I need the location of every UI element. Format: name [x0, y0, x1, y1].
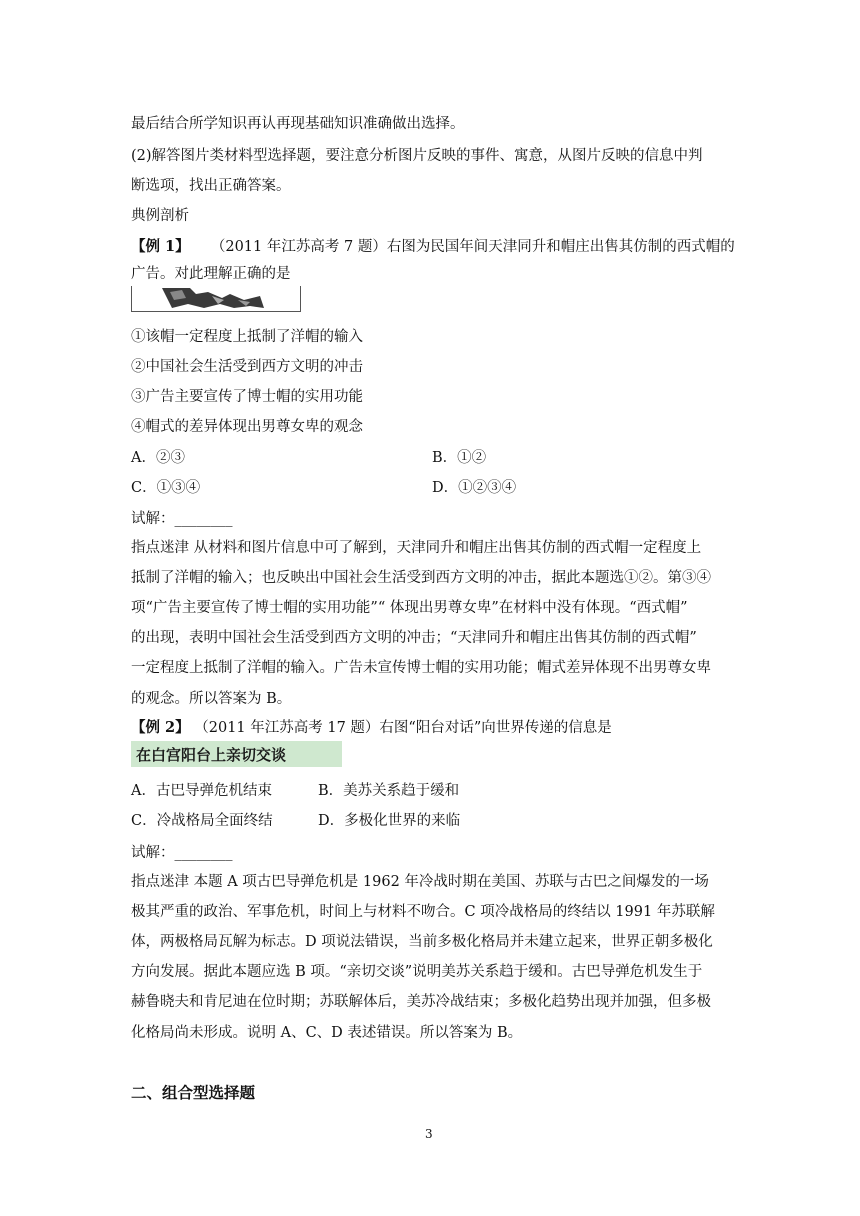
option-d: D．①②③④	[432, 480, 517, 496]
explanation-2: 指点迷津 本题 A 项古巴导弹危机是 1962 年冷战时期在美国、苏联与古巴之间爆发的一场	[131, 874, 709, 890]
text-line: 最后结合所学知识再认再现基础知识准确做出选择。	[131, 116, 465, 132]
hat-illustration-icon	[160, 286, 270, 310]
explanation-2: 极其严重的政治、军事危机，时间上与材料不吻合。C 项冷战格局的终结以 1991 年苏联解	[131, 904, 715, 920]
example-2-question: （2011 年江苏高考 17 题）右图“阳台对话”向世界传递的信息是	[194, 720, 612, 736]
statement-1: ①该帽一定程度上抵制了洋帽的输入	[131, 329, 363, 345]
statement-2: ②中国社会生活受到西方文明的冲击	[131, 359, 363, 375]
statement-3: ③广告主要宣传了博士帽的实用功能	[131, 389, 363, 405]
section-heading: 二、组合型选择题	[131, 1083, 256, 1102]
statement-4: ④帽式的差异体现出男尊女卑的观念	[131, 419, 363, 435]
option-b: B．美苏关系趋于缓和	[318, 783, 460, 799]
example-1-header	[131, 237, 735, 257]
example-1-question: （2011 年江苏高考 7 题）右图为民国年间天津同升和帽庄出售其仿制的西式帽的	[210, 239, 735, 255]
option-a: A．古巴导弹危机结束	[131, 783, 272, 799]
explanation-2: 体，两极格局瓦解为标志。D 项说法错误，当前多极化格局并未建立起来，世界正朝多极化	[131, 934, 713, 950]
balcony-photo-caption	[131, 741, 342, 767]
example-1-tag: 【例 1】	[131, 238, 190, 255]
explanation-2: 化格局尚未形成。说明 A、C、D 表述错误。所以答案为 B。	[131, 1025, 523, 1041]
try-answer-1: 试解：________	[131, 511, 233, 527]
explanation-2: 方向发展。据此本题应选 B 项。“亲切交谈”说明美苏关系趋于缓和。古巴导弹危机发生于	[131, 964, 703, 980]
option-d: D．多极化世界的来临	[318, 813, 461, 829]
page-number: 3	[425, 1127, 433, 1141]
explanation-2: 赫鲁晓夫和肯尼迪在位时期；苏联解体后，美苏冷战结束；多极化趋势出现并加强，但多极	[131, 994, 711, 1010]
hat-advertisement-image	[131, 286, 301, 312]
example-2-header	[131, 718, 612, 738]
example-2-tag: 【例 2】	[131, 719, 190, 736]
explanation-1: 的出现，表明中国社会生活受到西方文明的冲击；“天津同升和帽庄出售其仿制的西式帽”	[131, 630, 697, 646]
option-c: C．冷战格局全面终结	[131, 813, 273, 829]
explanation-1: 的观念。所以答案为 B。	[131, 691, 292, 707]
section-label: 典例剖析	[131, 208, 189, 224]
text-line: (2)解答图片类材料型选择题，要注意分析图片反映的事件、寓意，从图片反映的信息中判	[131, 148, 703, 164]
caption-text: 在白宫阳台上亲切交谈	[136, 746, 287, 764]
try-answer-2: 试解：________	[131, 845, 233, 861]
option-a: A．②③	[131, 450, 185, 466]
option-c: C．①③④	[131, 480, 201, 496]
explanation-1: 指点迷津 从材料和图片信息中可了解到，天津同升和帽庄出售其仿制的西式帽一定程度上	[131, 540, 702, 556]
explanation-1: 项“广告主要宣传了博士帽的实用功能”“ 体现出男尊女卑”在材料中没有体现。“西式帽”	[131, 600, 688, 616]
text-line: 广告。对此理解正确的是	[131, 266, 291, 282]
explanation-1: 一定程度上抵制了洋帽的输入。广告未宣传博士帽的实用功能；帽式差异体现不出男尊女卑	[131, 660, 711, 676]
option-b: B．①②	[432, 450, 487, 466]
text-line: 断选项，找出正确答案。	[131, 178, 291, 194]
explanation-1: 抵制了洋帽的输入；也反映出中国社会生活受到西方文明的冲击，据此本题选①②。第③④	[131, 570, 711, 586]
